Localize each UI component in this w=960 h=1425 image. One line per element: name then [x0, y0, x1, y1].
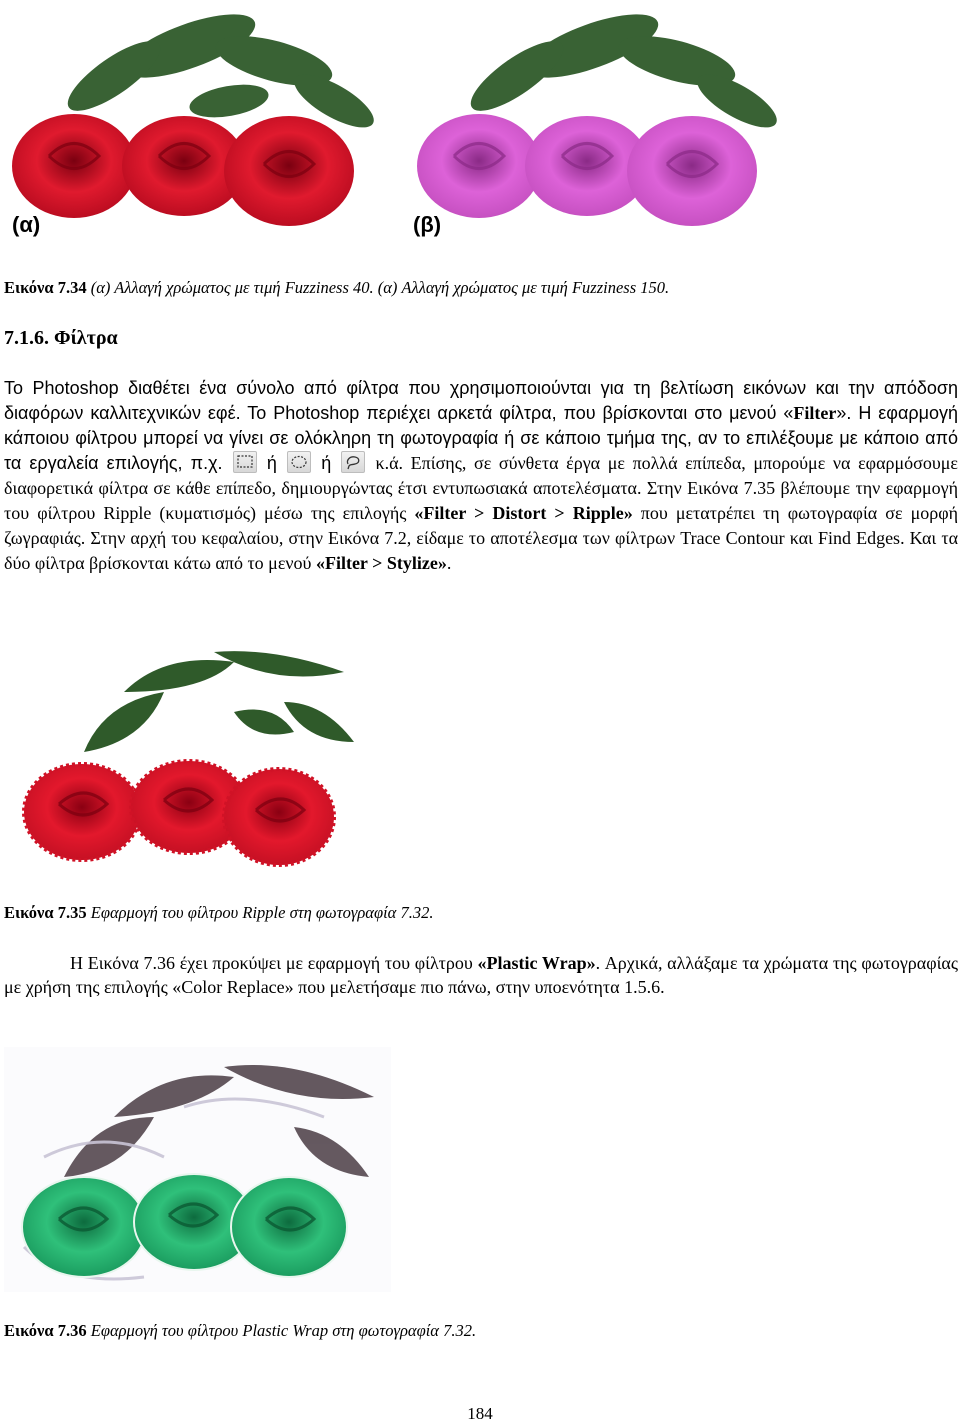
figure-7-34-caption — [4, 278, 669, 298]
caption-text: Εφαρμογή του φίλτρου Ripple στη φωτογραφία 7.32. — [86, 903, 434, 922]
caption-number: Εικόνα 7.34 — [4, 278, 87, 297]
pink-roses-photo — [407, 6, 795, 249]
para2-text-2: . Αρχικά, αλλάξαμε τα χρώματα της φωτογραφίας με χρήση της επιλογής «Color Replace» που μελετήσαμε πιο πάνω, στην υποενότητα 1.5.6. — [4, 953, 958, 997]
figure-7-34-right-image — [407, 6, 795, 249]
filter-menu-bold: Filter — [793, 403, 837, 423]
lasso-icon — [341, 451, 365, 473]
plastic-wrap-roses-photo — [4, 1047, 391, 1292]
ripple-roses-photo — [4, 632, 391, 876]
stylize-menu-path: «Filter > Stylize» — [315, 553, 447, 573]
rectangular-marquee-icon — [233, 451, 257, 473]
panel-label-a: (α) — [12, 212, 41, 237]
plastic-wrap-bold: «Plastic Wrap» — [477, 953, 596, 973]
caption-number: Εικόνα 7.35 — [4, 903, 87, 922]
paragraph-plastic-wrap — [4, 951, 958, 999]
panel-label-b: (β) — [413, 212, 442, 237]
figure-7-36-image — [4, 1047, 391, 1292]
page-number: 184 — [467, 1404, 493, 1423]
ripple-menu-path: «Filter > Distort > Ripple» — [414, 503, 633, 523]
section-title: 7.1.6. Φίλτρα — [4, 327, 118, 349]
figure-7-35-caption — [4, 903, 433, 923]
paragraph-filters-intro — [4, 376, 958, 576]
para1-text-1: Το Photoshop διαθέτει ένα σύνολο από φίλτρα που χρησιμοποιούνται για τη βελτίωση εικόνων και την απόδοση διαφόρων καλλιτεχνικών εφέ. Το Photoshop περιέχει αρκετά φίλτρα, που βρίσκονται στο μενού « — [4, 378, 958, 423]
figure-7-35-image — [4, 632, 391, 876]
caption-text: Εφαρμογή του φίλτρου Plastic Wrap στη φωτογραφία 7.32. — [86, 1321, 477, 1340]
figure-7-36-caption — [4, 1321, 476, 1341]
red-roses-photo — [4, 6, 391, 249]
figure-7-34-left-image — [4, 6, 391, 249]
elliptical-marquee-icon — [287, 451, 311, 473]
caption-text: (α) Αλλαγή χρώματος με τιμή Fuzziness 40. (α) Αλλαγή χρώματος με τιμή Fuzziness 150. — [90, 278, 670, 297]
or-word-1: ή — [266, 453, 277, 473]
para2-text-1: Η Εικόνα 7.36 έχει προκύψει με εφαρμογή του φίλτρου — [70, 953, 478, 973]
para1-text-4: που μετατρέπει τη φωτογραφία σε μορφή ζωγραφιάς. Στην αρχή του κεφαλαίου, στην Εικόνα 7.2, είδαμε το αποτέλεσμα των φίλτρων Trace Contour και Find Edges. Και τα δύο φίλτρα βρίσκονται κάτω από το μενού — [4, 503, 958, 573]
para1-text-5: . — [446, 553, 452, 573]
or-word-2: ή — [321, 453, 332, 473]
caption-number: Εικόνα 7.36 — [4, 1321, 87, 1340]
para1-text-2: ». Η εφαρμογή κάποιου φίλτρου μπορεί να γίνει σε ολόκληρη τη φωτογραφία ή σε κάποιο τμήμα της, αν το επιλέξουμε με κάποιο από τα εργαλεία επιλογής, π.χ. — [4, 403, 958, 473]
para1-text-3: κ.ά. Επίσης, σε σύνθετα έργα με πολλά επίπεδα, μπορούμε να εφαρμόσουμε διαφορετικά φίλτρα σε κάθε επίπεδο, δημιουργώντας έτσι εντυπωσιακά αποτελέσματα. Στην Εικόνα 7.35 βλέπουμε την εφαρμογή του φίλτρου Ripple (κυματισμός) μέσω της επιλογής — [4, 453, 958, 523]
